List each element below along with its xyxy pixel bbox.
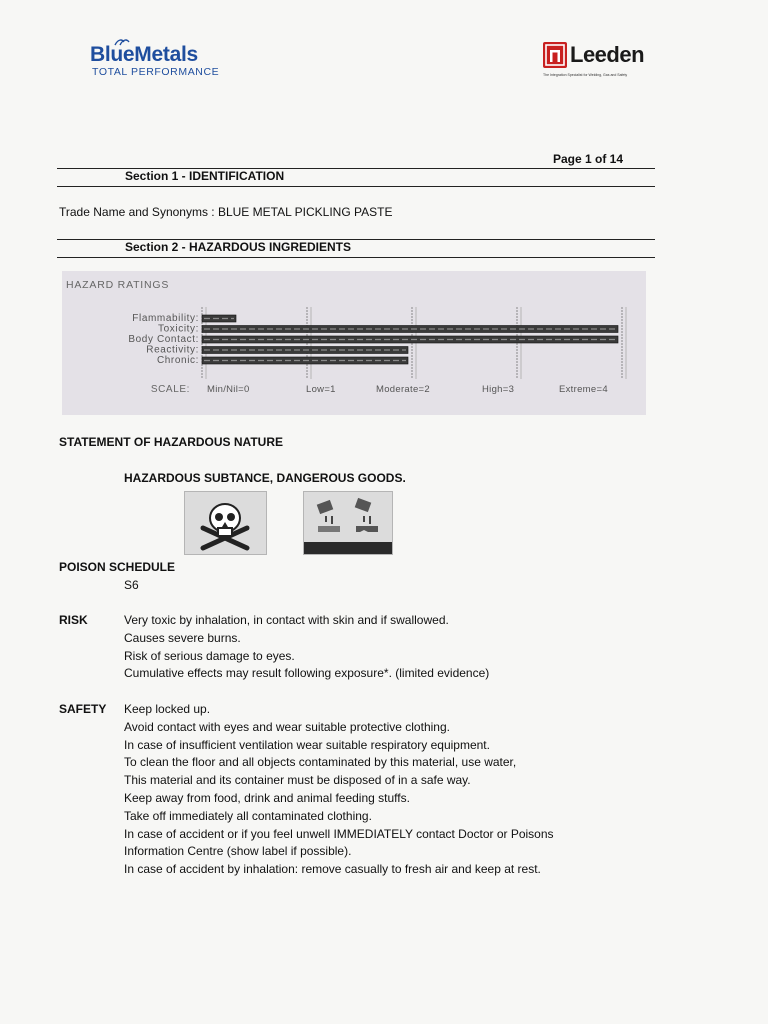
safety-line: Keep away from food, drink and animal feeding stuffs. [124,790,410,805]
safety-line: In case of accident or if you feel unwell IMMEDIATELY contact Doctor or Poisons [124,826,554,841]
trade-name: Trade Name and Synonyms : BLUE METAL PICKLING PASTE [59,205,393,219]
safety-line: This material and its container must be disposed of in a safe way. [124,773,471,788]
risk-line: Very toxic by inhalation, in contact with skin and if swallowed. [124,613,449,627]
safety-line: Keep locked up. [124,702,211,716]
chart-title: HAZARD RATINGS [66,279,170,291]
page-number: Page 1 of 14 [553,152,624,166]
risk-label: RISK [59,613,88,627]
chart-category-label: Flammability: [132,313,199,324]
safety-line: Information Centre (show label if possible). [124,844,352,859]
risk-line: Causes severe burns. [124,630,241,645]
statement-heading: STATEMENT OF HAZARDOUS NATURE [59,435,283,449]
safety-line: Avoid contact with eyes and wear suitable protective clothing. [124,719,450,734]
bluemetals-name: BlueMetals [90,43,198,66]
risk-line: Risk of serious damage to eyes. [124,648,295,663]
section-1-heading: Section 1 - IDENTIFICATION [125,169,285,183]
safety-line: In case of insufficient ventilation wear suitable respiratory equipment. [124,737,490,752]
chart-category-label: Chronic: [156,355,199,366]
statement-subheading: HAZARDOUS SUBTANCE, DANGEROUS GOODS. [124,471,406,485]
safety-line: In case of accident by inhalation: remove casually to fresh air and keep at rest. [124,862,541,877]
bluemetals-logo [90,44,219,78]
divider [57,186,655,187]
chart-tick-label: Moderate=2 [376,384,430,395]
chart-scale-label: SCALE: [150,384,190,395]
bluemetals-mark-icon [114,38,130,46]
leeden-name: Leeden [570,42,645,67]
safety-line: Take off immediately all contaminated clothing. [124,808,372,823]
skull-crossbones-icon [184,491,267,555]
bluemetals-tagline: TOTAL PERFORMANCE [92,66,220,78]
chart-category-label: Toxicity: [158,323,199,335]
safety-statements [124,701,554,879]
chart-tick-label: Extreme=4 [559,384,608,395]
chart-category-label: Reactivity: [146,344,199,356]
leeden-mark-icon [543,42,567,68]
leeden-logo [543,40,673,82]
poison-schedule-heading: POISON SCHEDULE [59,560,176,574]
hazard-ratings-chart [62,271,646,415]
chart-tick-label: High=3 [482,384,515,395]
safety-label: SAFETY [59,702,107,716]
poison-schedule-value: S6 [124,578,139,592]
risk-statements [124,612,489,683]
section-2-heading: Section 2 - HAZARDOUS INGREDIENTS [125,240,352,254]
corrosive-icon [303,491,393,555]
chart-tick-label: Min/Nil=0 [207,384,250,395]
leeden-tagline: The Integration Specialist for Welding, Gas and Safety [543,73,628,77]
risk-line: Cumulative effects may result following exposure*. (limited evidence) [124,666,490,681]
chart-category-label: Body Contact: [128,334,199,345]
safety-line: To clean the floor and all objects contaminated by this material, use water, [124,755,517,770]
chart-tick-label: Low=1 [306,384,336,395]
divider [57,257,655,258]
